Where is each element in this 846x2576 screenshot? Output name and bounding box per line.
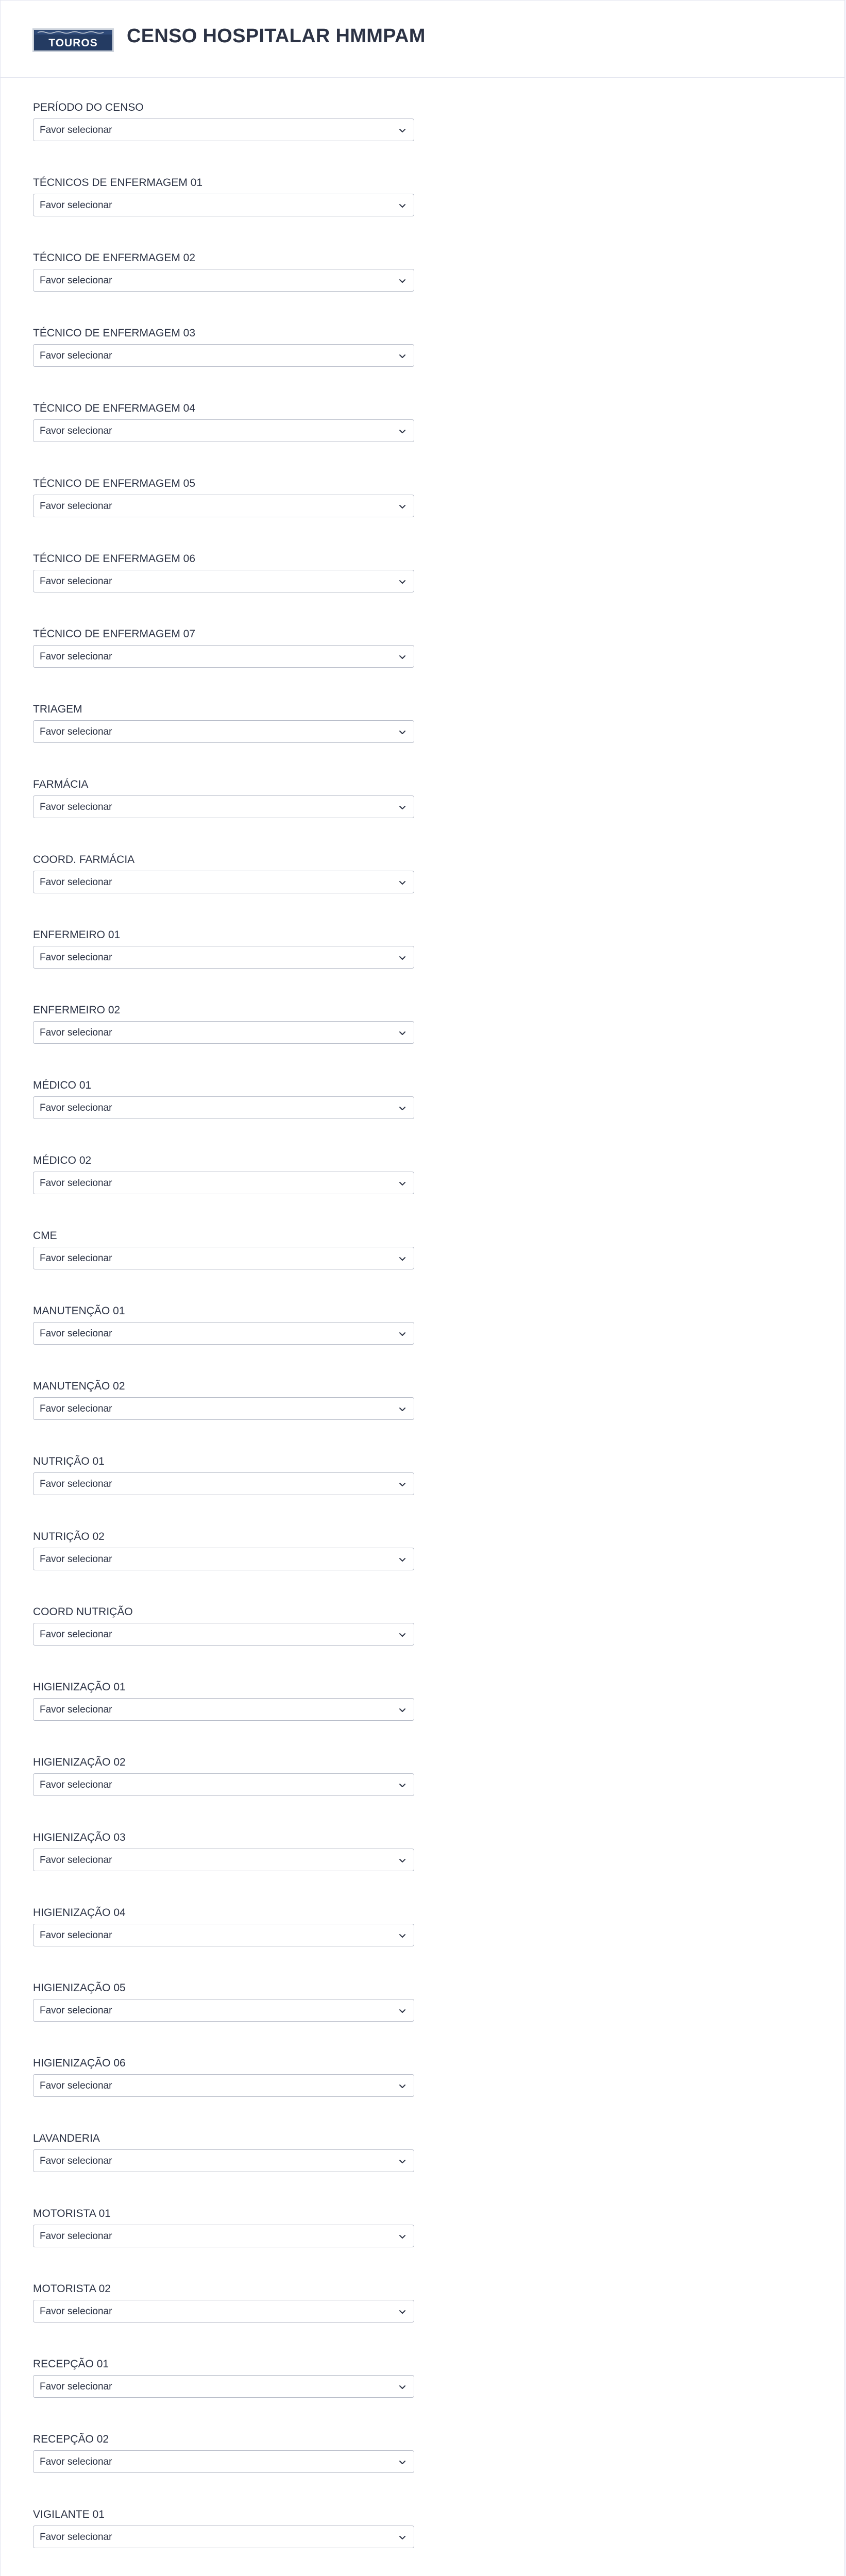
chevron-down-icon — [398, 1330, 407, 1338]
chevron-down-icon — [398, 653, 407, 661]
select-value: Favor selecionar — [40, 125, 112, 135]
select-value: Favor selecionar — [40, 1780, 112, 1790]
select-value: Favor selecionar — [40, 802, 112, 812]
field-label: MANUTENÇÃO 02 — [33, 1380, 125, 1392]
field-label: PERÍODO DO CENSO — [33, 101, 144, 113]
chevron-down-icon — [398, 2232, 407, 2241]
select-value: Favor selecionar — [40, 1027, 112, 1038]
select-value: Favor selecionar — [40, 726, 112, 737]
motorista-01-select[interactable] — [33, 2225, 414, 2247]
field-label: HIGIENIZAÇÃO 06 — [33, 2057, 126, 2069]
chevron-down-icon — [398, 1480, 407, 1488]
tecnico-de-enfermagem-03-select[interactable] — [33, 344, 414, 367]
field-label: TÉCNICO DE ENFERMAGEM 06 — [33, 553, 196, 565]
recepcao-02-select[interactable] — [33, 2450, 414, 2473]
chevron-down-icon — [398, 878, 407, 887]
chevron-down-icon — [398, 427, 407, 435]
chevron-down-icon — [398, 2308, 407, 2316]
select-value: Favor selecionar — [40, 426, 112, 436]
chevron-down-icon — [398, 126, 407, 134]
field-label: RECEPÇÃO 01 — [33, 2358, 109, 2370]
page-title: CENSO HOSPITALAR HMMPAM — [127, 25, 426, 47]
nutricao-02-select[interactable] — [33, 1548, 414, 1570]
select-value: Favor selecionar — [40, 2005, 112, 2016]
chevron-down-icon — [398, 1255, 407, 1263]
select-value: Favor selecionar — [40, 576, 112, 587]
chevron-down-icon — [398, 352, 407, 360]
select-value: Favor selecionar — [40, 1704, 112, 1715]
field-label: ENFERMEIRO 02 — [33, 1004, 121, 1016]
periodo-do-censo-select[interactable] — [33, 118, 414, 141]
higienizacao-06-select[interactable] — [33, 2074, 414, 2097]
field-label: MÉDICO 01 — [33, 1079, 92, 1091]
select-value: Favor selecionar — [40, 2156, 112, 2166]
field-label: COORD. FARMÁCIA — [33, 854, 135, 866]
chevron-down-icon — [398, 2533, 407, 2541]
field-label: LAVANDERIA — [33, 2132, 100, 2144]
chevron-down-icon — [398, 201, 407, 210]
medico-01-select[interactable] — [33, 1096, 414, 1119]
field-label: VIGILANTE 01 — [33, 2509, 105, 2520]
touros-logo — [32, 28, 114, 52]
touros-logo-graphic — [35, 30, 112, 50]
chevron-down-icon — [398, 277, 407, 285]
chevron-down-icon — [398, 1405, 407, 1413]
select-value: Favor selecionar — [40, 651, 112, 662]
enfermeiro-02-select[interactable] — [33, 1021, 414, 1044]
nutricao-01-select[interactable] — [33, 1472, 414, 1495]
coord-nutricao-select[interactable] — [33, 1623, 414, 1646]
chevron-down-icon — [398, 954, 407, 962]
chevron-down-icon — [398, 2458, 407, 2466]
select-value: Favor selecionar — [40, 2306, 112, 2317]
tecnico-de-enfermagem-05-select[interactable] — [33, 495, 414, 517]
medico-02-select[interactable] — [33, 1172, 414, 1194]
field-label: MÉDICO 02 — [33, 1155, 92, 1166]
chevron-down-icon — [398, 803, 407, 811]
field-label: HIGIENIZAÇÃO 03 — [33, 1832, 126, 1843]
svg-text:TOUROS: TOUROS — [48, 37, 98, 49]
chevron-down-icon — [398, 502, 407, 511]
vigilante-01-select[interactable] — [33, 2526, 414, 2548]
chevron-down-icon — [398, 578, 407, 586]
cme-select[interactable] — [33, 1247, 414, 1269]
higienizacao-04-select[interactable] — [33, 1924, 414, 1946]
chevron-down-icon — [398, 2157, 407, 2165]
field-label: FARMÁCIA — [33, 778, 89, 790]
manutencao-01-select[interactable] — [33, 1322, 414, 1345]
field-label: TÉCNICOS DE ENFERMAGEM 01 — [33, 177, 203, 189]
select-value: Favor selecionar — [40, 1103, 112, 1113]
field-label: MOTORISTA 01 — [33, 2208, 111, 2219]
select-value: Favor selecionar — [40, 1855, 112, 1866]
lavanderia-select[interactable] — [33, 2149, 414, 2172]
tecnico-de-enfermagem-04-select[interactable] — [33, 419, 414, 442]
select-value: Favor selecionar — [40, 275, 112, 286]
field-label: NUTRIÇÃO 02 — [33, 1531, 105, 1543]
field-label: TÉCNICO DE ENFERMAGEM 04 — [33, 402, 196, 414]
chevron-down-icon — [398, 1029, 407, 1037]
select-value: Favor selecionar — [40, 1328, 112, 1339]
tecnico-de-enfermagem-02-select[interactable] — [33, 269, 414, 292]
field-label: TÉCNICO DE ENFERMAGEM 03 — [33, 327, 196, 339]
select-value: Favor selecionar — [40, 1178, 112, 1189]
field-label: TÉCNICO DE ENFERMAGEM 02 — [33, 252, 196, 264]
chevron-down-icon — [398, 1931, 407, 1940]
field-label: TÉCNICO DE ENFERMAGEM 05 — [33, 478, 196, 489]
higienizacao-03-select[interactable] — [33, 1849, 414, 1871]
select-value: Favor selecionar — [40, 501, 112, 512]
select-value: Favor selecionar — [40, 877, 112, 888]
recepcao-01-select[interactable] — [33, 2375, 414, 2398]
select-value: Favor selecionar — [40, 200, 112, 211]
select-value: Favor selecionar — [40, 350, 112, 361]
select-value: Favor selecionar — [40, 1554, 112, 1565]
select-value: Favor selecionar — [40, 1403, 112, 1414]
chevron-down-icon — [398, 1555, 407, 1564]
select-value: Favor selecionar — [40, 2381, 112, 2392]
field-label: HIGIENIZAÇÃO 04 — [33, 1907, 126, 1919]
manutencao-02-select[interactable] — [33, 1397, 414, 1420]
field-label: RECEPÇÃO 02 — [33, 2433, 109, 2445]
higienizacao-05-select[interactable] — [33, 1999, 414, 2022]
select-value: Favor selecionar — [40, 952, 112, 963]
field-label: ENFERMEIRO 01 — [33, 929, 121, 941]
tecnico-de-enfermagem-07-select[interactable] — [33, 645, 414, 668]
field-label: TRIAGEM — [33, 703, 82, 715]
select-value: Favor selecionar — [40, 2532, 112, 2543]
higienizacao-01-select[interactable] — [33, 1698, 414, 1721]
chevron-down-icon — [398, 2082, 407, 2090]
chevron-down-icon — [398, 2383, 407, 2391]
chevron-down-icon — [398, 728, 407, 736]
tecnico-de-enfermagem-06-select[interactable] — [33, 570, 414, 592]
chevron-down-icon — [398, 1179, 407, 1188]
field-label: MANUTENÇÃO 01 — [33, 1305, 125, 1317]
enfermeiro-01-select[interactable] — [33, 946, 414, 969]
motorista-02-select[interactable] — [33, 2300, 414, 2323]
field-label: COORD NUTRIÇÃO — [33, 1606, 133, 1618]
field-label: HIGIENIZAÇÃO 01 — [33, 1681, 126, 1693]
field-label: CME — [33, 1230, 57, 1242]
chevron-down-icon — [398, 1631, 407, 1639]
chevron-down-icon — [398, 1104, 407, 1112]
select-value: Favor selecionar — [40, 1930, 112, 1941]
field-label: MOTORISTA 02 — [33, 2283, 111, 2295]
chevron-down-icon — [398, 2007, 407, 2015]
chevron-down-icon — [398, 1706, 407, 1714]
select-value: Favor selecionar — [40, 2231, 112, 2242]
tecnicos-de-enfermagem-01-select[interactable] — [33, 194, 414, 216]
form-header — [1, 1, 844, 78]
farmacia-select[interactable] — [33, 795, 414, 818]
chevron-down-icon — [398, 1856, 407, 1865]
field-label: NUTRIÇÃO 01 — [33, 1455, 105, 1467]
select-value: Favor selecionar — [40, 1479, 112, 1489]
field-label: HIGIENIZAÇÃO 02 — [33, 1756, 126, 1768]
select-value: Favor selecionar — [40, 2080, 112, 2091]
chevron-down-icon — [398, 1781, 407, 1789]
field-label: TÉCNICO DE ENFERMAGEM 07 — [33, 628, 196, 640]
coord-farmacia-select[interactable] — [33, 871, 414, 893]
select-value: Favor selecionar — [40, 1253, 112, 1264]
higienizacao-02-select[interactable] — [33, 1773, 414, 1796]
select-value: Favor selecionar — [40, 2456, 112, 2467]
field-label: HIGIENIZAÇÃO 05 — [33, 1982, 126, 1994]
triagem-select[interactable] — [33, 720, 414, 743]
select-value: Favor selecionar — [40, 1629, 112, 1640]
